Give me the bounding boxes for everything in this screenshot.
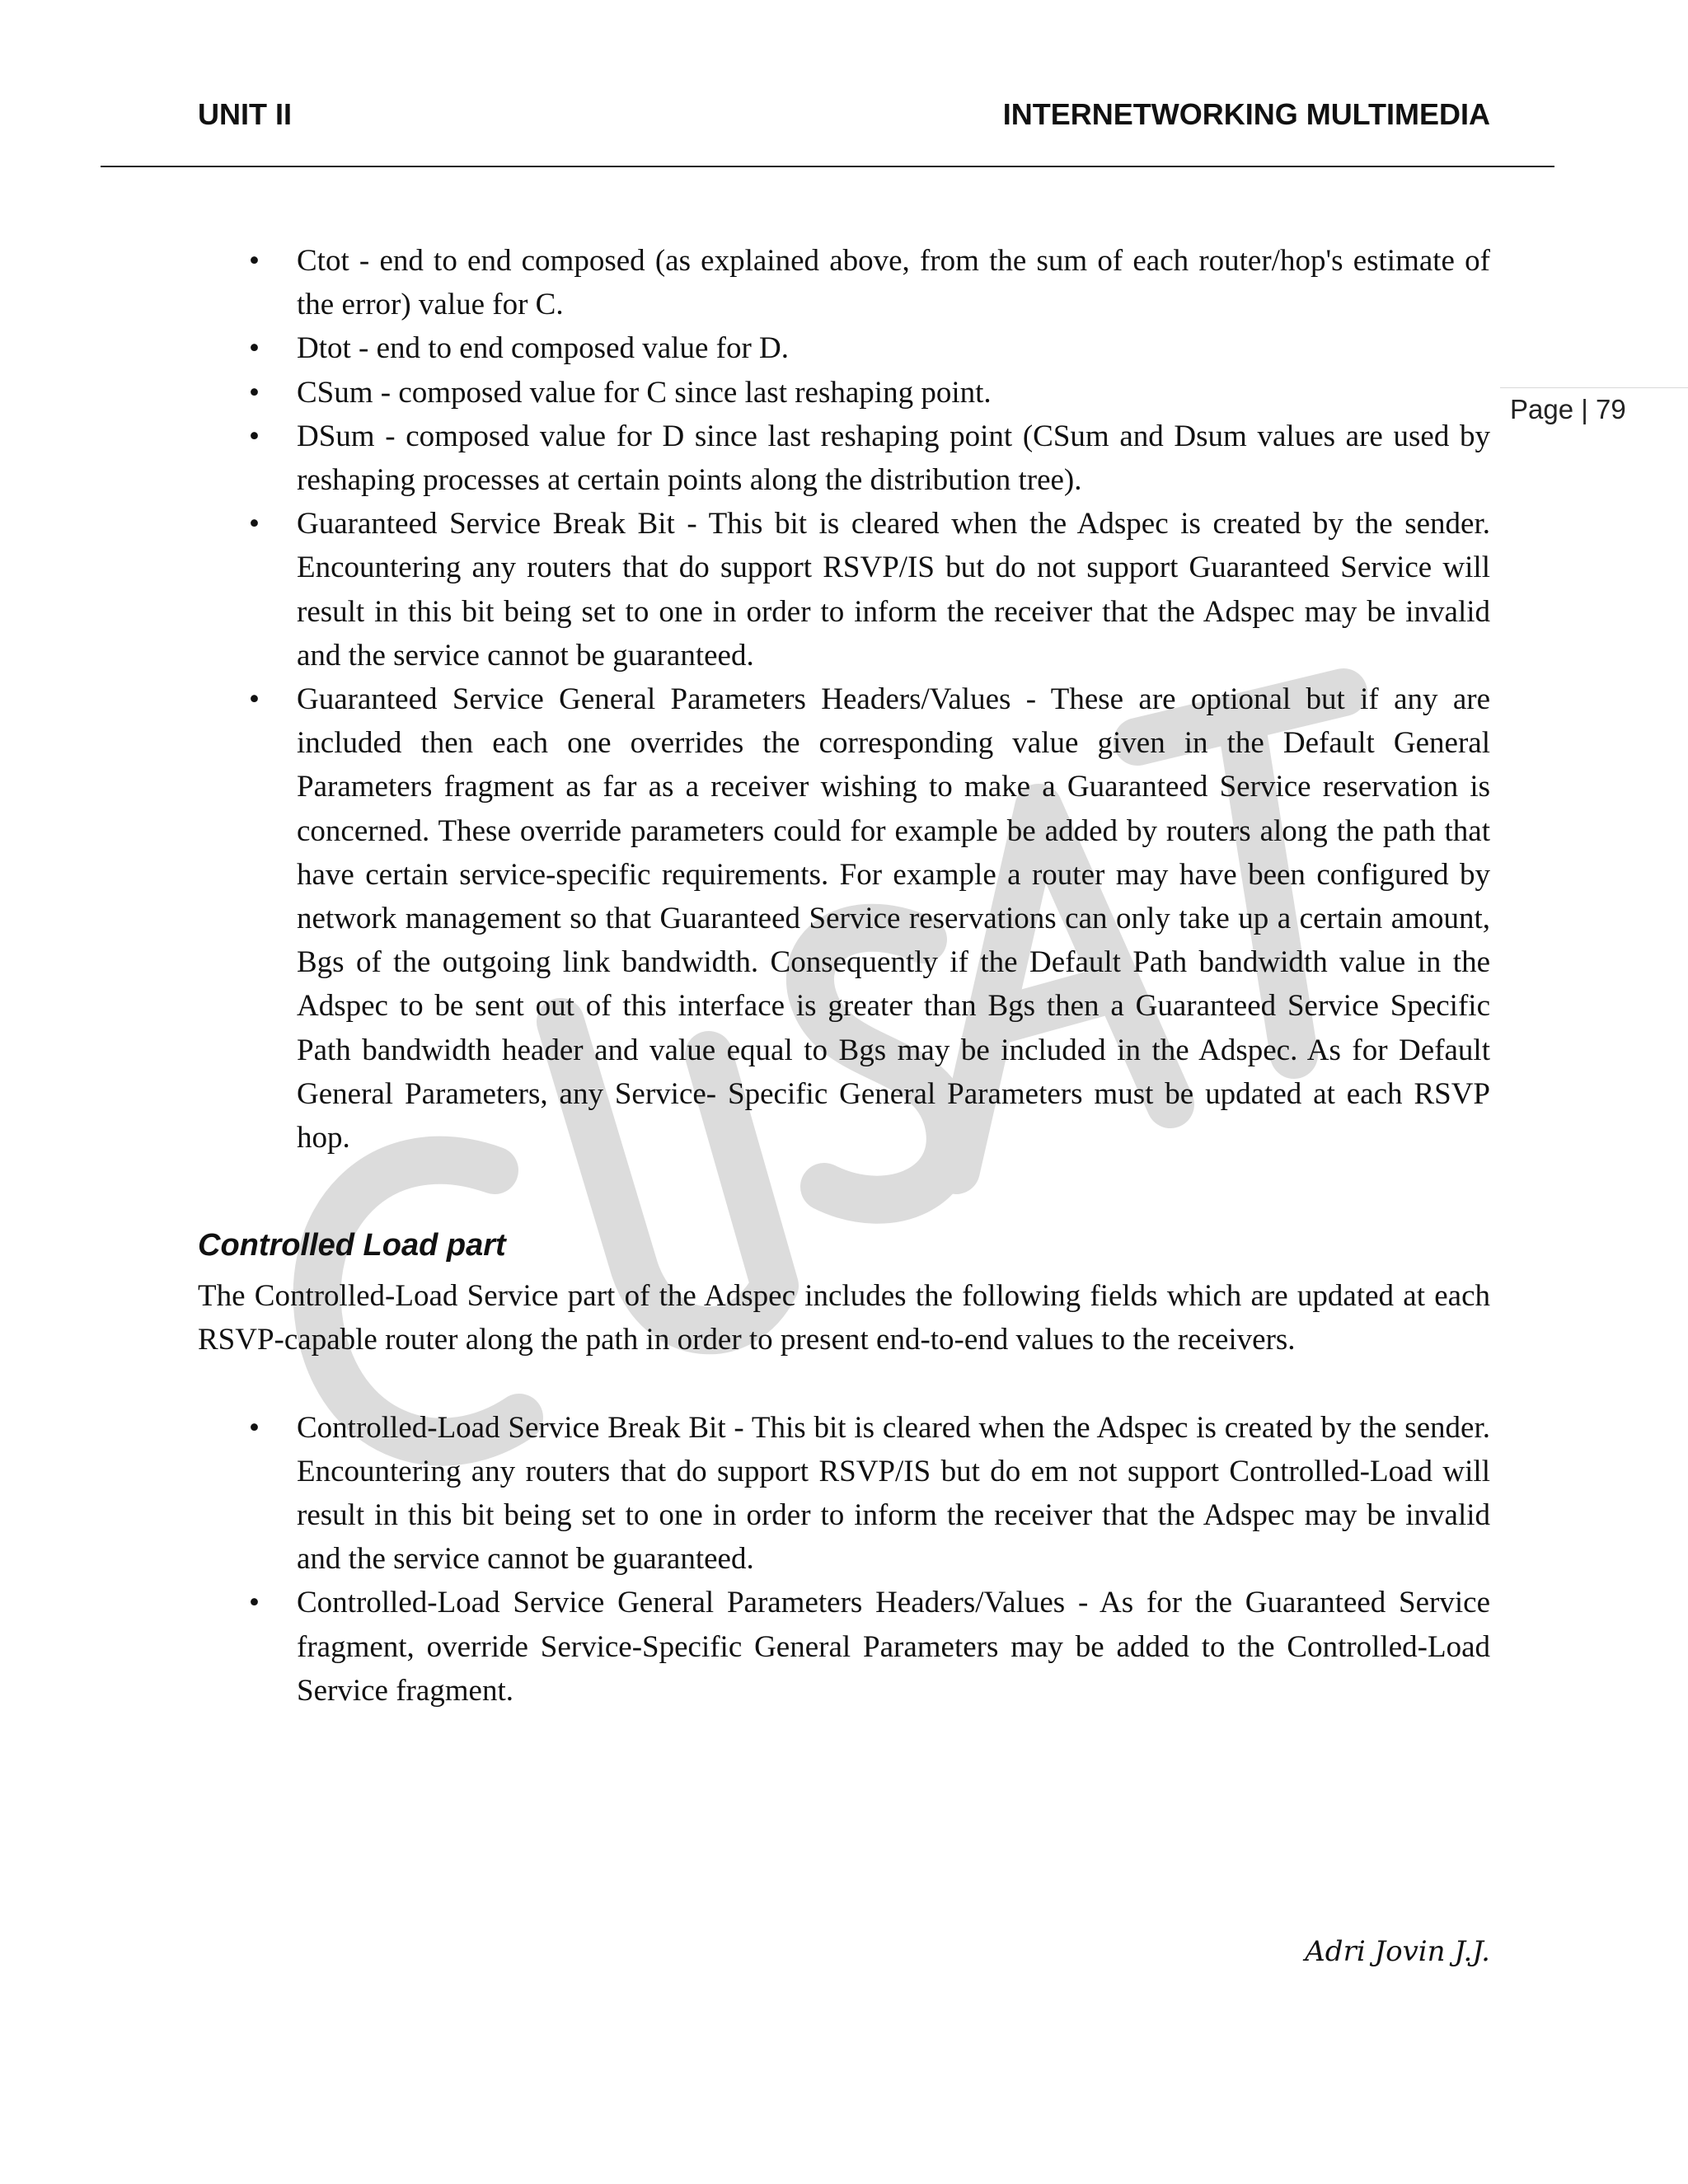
section-heading: Controlled Load part <box>198 1228 506 1263</box>
bullet-icon: • <box>249 331 260 366</box>
bullet-icon: • <box>249 1586 260 1620</box>
document-title: INTERNETWORKING MULTIMEDIA <box>1002 97 1490 131</box>
unit-label: UNIT II <box>198 97 292 131</box>
list-item: • Controlled-Load Service Break Bit - This bit is cleared when the Adspec is created by the sender. Encountering any routers that do support RSVP/IS but do em not support Controlled-Load will result in this bit being set to one in order to inform the receiver that the Adspec may be invalid and the service cannot be guaranteed. <box>198 1406 1490 1582</box>
list-item: • Controlled-Load Service General Parameters Headers/Values - As for the Guaranteed Service fragment, override Service-Specific General Parameters may be added to the Controlled-Load Service fragment. <box>198 1581 1490 1713</box>
list-item: • Guaranteed Service General Parameters Headers/Values - These are optional but if any are included then each one overrides the corresponding value given in the Default General Parameters fragment as far as a receiver wishing to make a Guaranteed Service reservation is concerned. These override parameters could for example be added by routers along the path that have certain service-specific requirements. For example a router may have been configured by network management so that Guaranteed Service reservations can only take up a certain amount, Bgs of the outgoing link bandwidth. Consequently if the Default Path bandwidth value in the Adspec to be sent out of this interface is greater than Bgs then a Guaranteed Service Specific Path bandwidth header and value equal to Bgs may be included in the Adspec. As for Default General Parameters, any Service- Specific General Parameters must be updated at each RSVP hop. <box>198 677 1490 1160</box>
bullet-icon: • <box>249 419 260 453</box>
section-paragraph: The Controlled-Load Service part of the Adspec includes the following fields which are updated at each RSVP-capable router along the path in order to present end-to-end values to the receivers. <box>198 1279 1490 1357</box>
bullet-icon: • <box>249 507 260 541</box>
list-item: • DSum - composed value for D since last reshaping point (CSum and Dsum values are used by reshaping processes at certain points along the distribution tree). <box>198 415 1490 502</box>
bottom-bullet-list <box>198 1406 1490 1713</box>
page-number: Page | 79 <box>1510 394 1626 424</box>
author-signature: Adri Jovin J.J. <box>1305 1935 1490 1968</box>
list-item: • Dtot - end to end composed value for D. <box>198 326 1490 370</box>
list-item: • CSum - composed value for C since last reshaping point. <box>198 371 1490 415</box>
header-divider <box>101 166 1554 167</box>
bullet-icon: • <box>249 375 260 410</box>
list-item: • Ctot - end to end composed (as explained above, from the sum of each router/hop's estimate of the error) value for C. <box>198 239 1490 326</box>
top-bullet-list <box>198 239 1490 1160</box>
bullet-icon: • <box>249 682 260 717</box>
page-content <box>198 239 1490 1713</box>
list-item: • Guaranteed Service Break Bit - This bit is cleared when the Adspec is created by the sender. Encountering any routers that do support RSVP/IS but do not support Guaranteed Service will result in this bit being set to one in order to inform the receiver that the Adspec may be invalid and the service cannot be guaranteed. <box>198 502 1490 677</box>
page-header <box>198 97 1490 138</box>
page-number-divider <box>1500 387 1688 388</box>
bullet-icon: • <box>249 244 260 278</box>
bullet-icon: • <box>249 1410 260 1445</box>
